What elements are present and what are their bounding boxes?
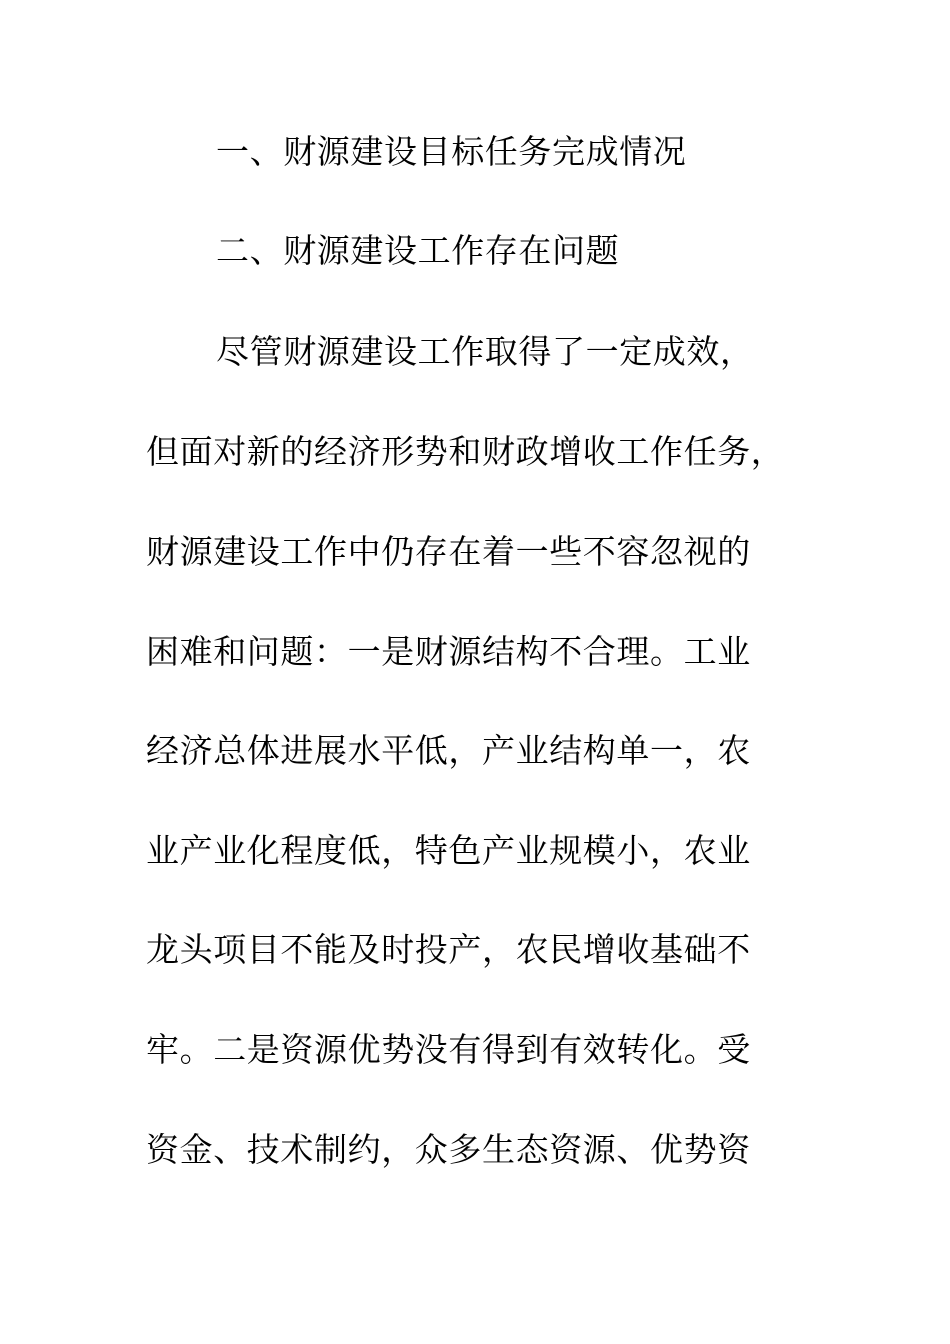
- paragraph-line-9: 资金、技术制约，众多生态资源、优势资: [146, 1130, 751, 1169]
- paragraph-line-2: 但面对新的经济形势和财政增收工作任务，: [146, 432, 785, 471]
- section-heading-1: 一、财源建设目标任务完成情况: [216, 132, 687, 171]
- paragraph-line-3: 财源建设工作中仍存在着一些不容忽视的: [146, 532, 751, 571]
- paragraph-line-8: 牢。二是资源优势没有得到有效转化。受: [146, 1030, 751, 1069]
- section-heading-2: 二、财源建设工作存在问题: [216, 231, 620, 270]
- paragraph-line-5: 经济总体进展水平低，产业结构单一，农: [146, 731, 751, 770]
- paragraph-line-1: 尽管财源建设工作取得了一定成效，: [216, 332, 754, 371]
- paragraph-line-6: 业产业化程度低，特色产业规模小，农业: [146, 831, 751, 870]
- paragraph-line-4: 困难和问题：一是财源结构不合理。工业: [146, 632, 751, 671]
- paragraph-line-7: 龙头项目不能及时投产，农民增收基础不: [146, 930, 751, 969]
